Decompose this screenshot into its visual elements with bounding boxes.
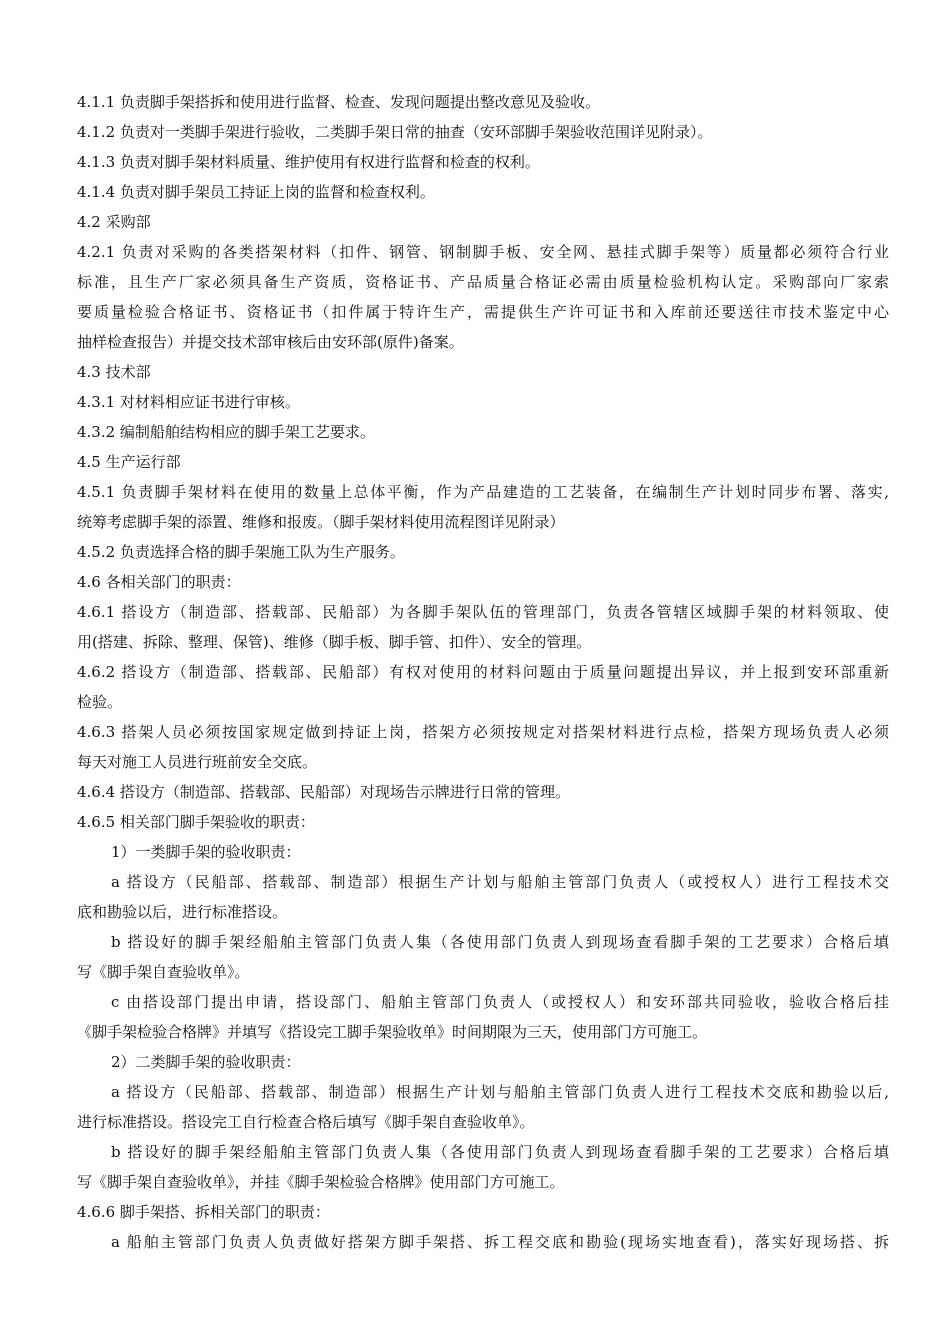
text-line: a 搭设方（民船部、搭载部、制造部）根据生产计划与船舶主管部门负责人进行工程技术交底和勘验以后,	[111, 1083, 889, 1101]
text-line: 要质量检验合格证书、资格证书（扣件属于特许生产，需提供生产许可证书和入库前还要送往市技术鉴定中心	[77, 303, 889, 321]
text-line: 4.3.2 编制船舶结构相应的脚手架工艺要求。	[77, 423, 375, 441]
text-line: 标准，且生产厂家必须具备生产资质，资格证书、产品质量合格证必需由质量检验机构认定。采购部向厂家索	[77, 273, 889, 291]
text-line: 4.2.1 负责对采购的各类搭架材料（扣件、钢管、钢制脚手板、安全网、悬挂式脚手架等）质量都必须符合行业	[77, 243, 889, 261]
text-line: 写《脚手架自查验收单》。	[77, 963, 250, 981]
text-line: a 搭设方（民船部、搭载部、制造部）根据生产计划与船舶主管部门负责人（或授权人）进行工程技术交	[111, 873, 889, 891]
text-line: 写《脚手架自查验收单》，并挂《脚手架检验合格牌》使用部门方可施工。	[77, 1173, 565, 1191]
text-line: b 搭设好的脚手架经船舶主管部门负责人集（各使用部门负责人到现场查看脚手架的工艺要求）合格后填	[111, 1143, 889, 1161]
text-line: 抽样检查报告）并提交技术部审核后由安环部(原件)备案。	[77, 333, 464, 351]
text-line: 2）二类脚手架的验收职责：	[111, 1053, 301, 1071]
text-line: 4.5.2 负责选择合格的脚手架施工队为生产服务。	[77, 543, 405, 561]
text-line: c 由搭设部门提出申请，搭设部门、船舶主管部门负责人（或授权人）和安环部共同验收，验收合格后挂	[111, 993, 889, 1011]
text-line: 《脚手架检验合格牌》并填写《搭设完工脚手架验收单》时间期限为三天，使用部门方可施工。	[77, 1023, 708, 1041]
text-line: 4.6.2 搭设方（制造部、搭载部、民船部）有权对使用的材料问题由于质量问题提出异议，并上报到安环部重新	[77, 663, 889, 681]
text-line: 进行标准搭设。搭设完工自行检查合格后填写《脚手架自查验收单》。	[77, 1113, 535, 1131]
document-body	[77, 87, 889, 1257]
text-line: 4.5.1 负责脚手架材料在使用的数量上总体平衡，作为产品建造的工艺装备，在编制生产计划时同步布署、落实,	[77, 483, 889, 501]
text-line: 4.6.4 搭设方（制造部、搭载部、民船部）对现场告示牌进行日常的管理。	[77, 783, 570, 801]
text-line: 统筹考虑脚手架的添置、维修和报废。（脚手架材料使用流程图详见附录）	[77, 513, 565, 531]
text-line: 4.6.5 相关部门脚手架验收的职责：	[77, 813, 315, 831]
text-line: 用(搭建、拆除、整理、保管)、维修（脚手板、脚手管、扣件）、安全的管理。	[77, 633, 592, 651]
text-line: 4.6 各相关部门的职责：	[77, 573, 241, 591]
text-line: 4.6.6 脚手架搭、拆相关部门的职责：	[77, 1203, 330, 1221]
text-line: 1）一类脚手架的验收职责：	[111, 843, 301, 861]
text-line: 4.1.1 负责脚手架搭拆和使用进行监督、检查、发现问题提出整改意见及验收。	[77, 93, 600, 111]
text-line: 4.2 采购部	[77, 213, 151, 231]
text-line: 每天对施工人员进行班前安全交底。	[77, 753, 318, 771]
text-line: 4.1.4 负责对脚手架员工持证上岗的监督和检查权利。	[77, 183, 435, 201]
text-line: 4.3.1 对材料相应证书进行审核。	[77, 393, 300, 411]
text-line: 4.1.3 负责对脚手架材料质量、维护使用有权进行监督和检查的权利。	[77, 153, 540, 171]
text-line: 4.3 技术部	[77, 363, 151, 381]
text-line: 4.1.2 负责对一类脚手架进行验收，二类脚手架日常的抽查（安环部脚手架验收范围详见附录）。	[77, 123, 713, 141]
text-line: a 船舶主管部门负责人负责做好搭架方脚手架搭、拆工程交底和勘验(现场实地查看)，落实好现场搭、拆	[111, 1233, 889, 1251]
text-line: 4.6.3 搭架人员必须按国家规定做到持证上岗，搭架方必须按规定对搭架材料进行点检，搭架方现场负责人必须	[77, 723, 889, 741]
text-line: 检验。	[77, 693, 123, 711]
text-line: 4.5 生产运行部	[77, 453, 181, 471]
text-line: 底和勘验以后，进行标准搭设。	[77, 903, 288, 921]
text-line: 4.6.1 搭设方（制造部、搭载部、民船部）为各脚手架队伍的管理部门，负责各管辖区域脚手架的材料领取、使	[77, 603, 889, 621]
text-line: b 搭设好的脚手架经船舶主管部门负责人集（各使用部门负责人到现场查看脚手架的工艺要求）合格后填	[111, 933, 889, 951]
